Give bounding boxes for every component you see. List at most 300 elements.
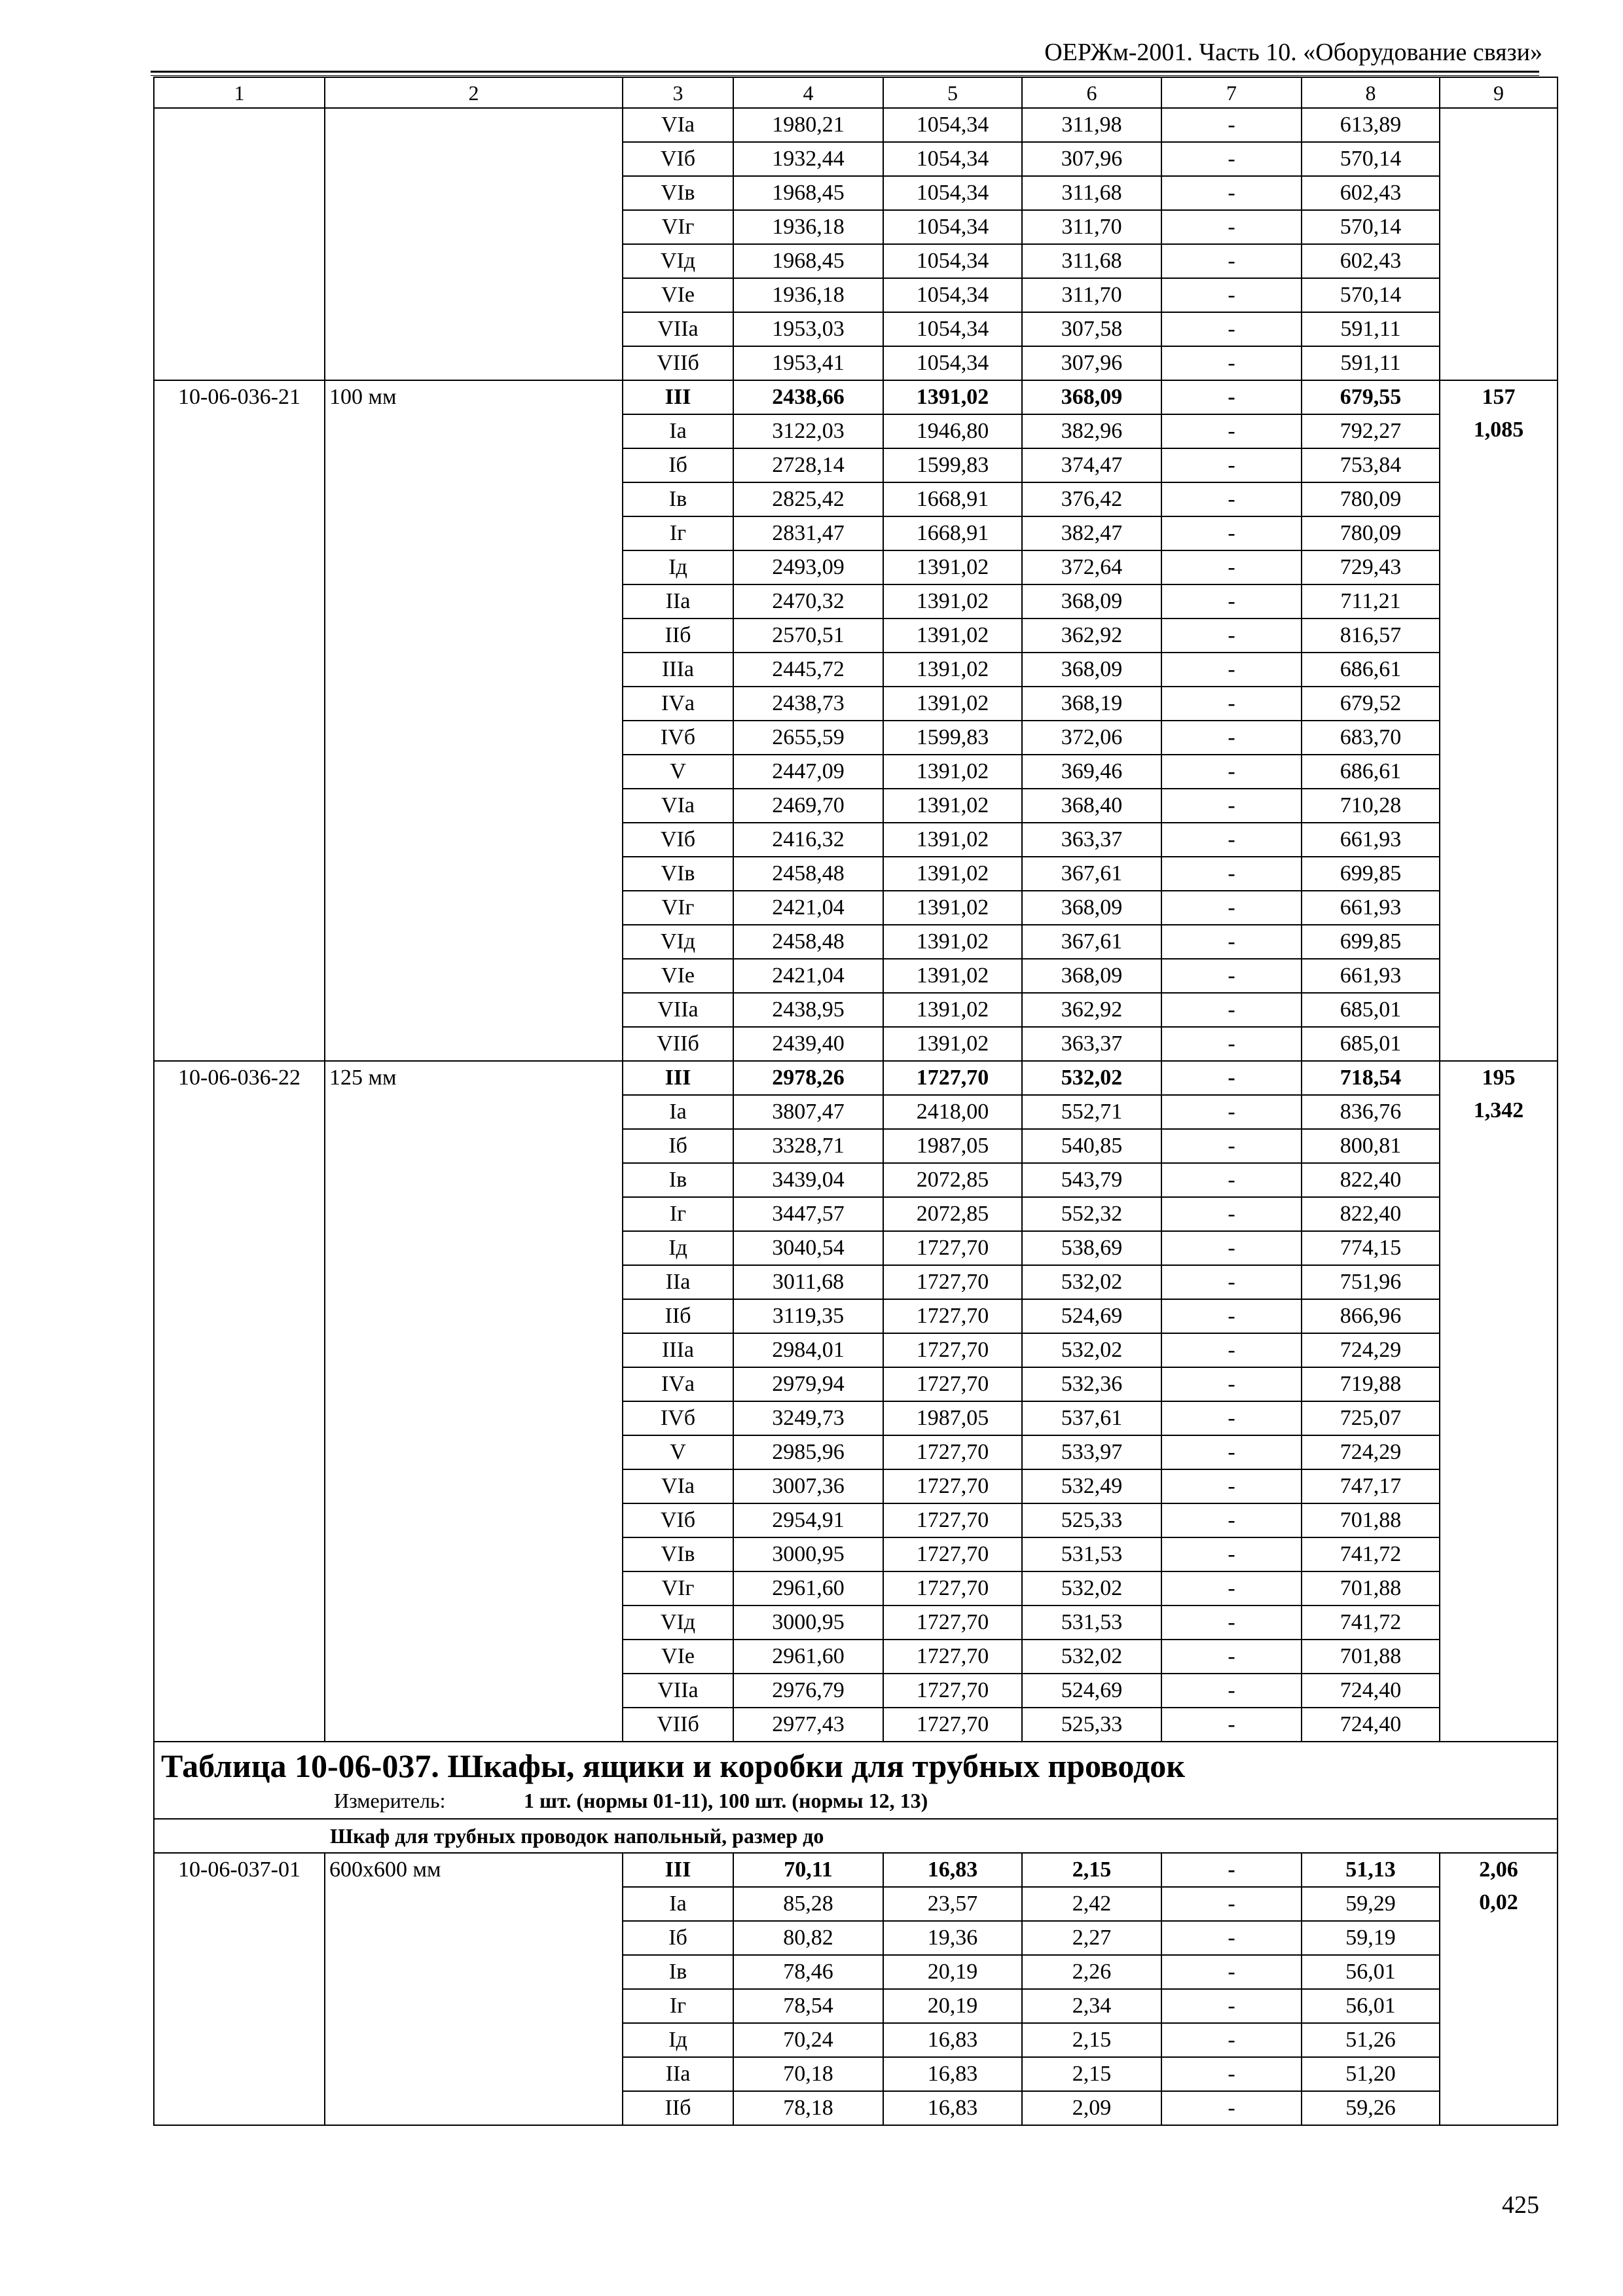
machine-cost-cell: 2,15 [1022,2057,1161,2091]
zone-cell: Iв [623,482,733,516]
materials-cell: 816,57 [1302,619,1440,653]
zone-cell: IVа [623,1367,733,1401]
wages-cell: 1054,34 [883,108,1022,142]
total-cost-cell: 1936,18 [733,210,883,244]
driver-wages-cell: - [1161,346,1302,380]
zone-cell: Iб [623,448,733,482]
driver-wages-cell: - [1161,1129,1302,1163]
zone-cell: VIе [623,959,733,993]
materials-cell: 699,85 [1302,925,1440,959]
total-cost-cell: 3447,57 [733,1197,883,1231]
machine-cost-cell: 368,09 [1022,380,1161,414]
materials-cell: 718,54 [1302,1061,1440,1095]
driver-wages-cell: - [1161,482,1302,516]
zone-cell: VIб [623,1503,733,1537]
driver-wages-cell: - [1161,1231,1302,1265]
machine-cost-cell: 363,37 [1022,823,1161,857]
norm-name-cell: 125 мм [325,1061,623,1742]
norm-name-cell: 100 мм [325,380,623,1061]
total-cost-cell: 2421,04 [733,959,883,993]
machine-cost-cell: 2,15 [1022,1853,1161,1887]
total-cost-cell: 1953,41 [733,346,883,380]
materials-cell: 56,01 [1302,1955,1440,1989]
wages-cell: 1054,34 [883,142,1022,176]
total-cost-cell: 2984,01 [733,1333,883,1367]
materials-cell: 741,72 [1302,1537,1440,1571]
total-cost-cell: 2439,40 [733,1027,883,1061]
total-cost-cell: 2978,26 [733,1061,883,1095]
zone-cell: VIIб [623,1027,733,1061]
materials-cell: 780,09 [1302,482,1440,516]
zone-cell: VIд [623,925,733,959]
materials-cell: 570,14 [1302,278,1440,312]
total-cost-cell: 2469,70 [733,789,883,823]
driver-wages-cell: - [1161,721,1302,755]
materials-cell: 570,14 [1302,142,1440,176]
wages-cell: 1054,34 [883,176,1022,210]
machine-cost-cell: 382,96 [1022,414,1161,448]
machine-cost-cell: 311,68 [1022,244,1161,278]
materials-cell: 792,27 [1302,414,1440,448]
machine-cost-cell: 2,34 [1022,1989,1161,2023]
materials-cell: 685,01 [1302,1027,1440,1061]
machine-cost-cell: 368,09 [1022,959,1161,993]
wages-cell: 1391,02 [883,1027,1022,1061]
driver-wages-cell: - [1161,891,1302,925]
column-number-row [154,77,1558,108]
zone-cell: IIб [623,1299,733,1333]
zone-cell: VIе [623,1640,733,1674]
wages-cell: 1391,02 [883,789,1022,823]
machine-cost-cell: 524,69 [1022,1299,1161,1333]
materials-cell: 822,40 [1302,1163,1440,1197]
zone-cell: III [623,380,733,414]
wages-cell: 19,36 [883,1921,1022,1955]
materials-cell: 686,61 [1302,755,1440,789]
driver-wages-cell: - [1161,1333,1302,1367]
machine-cost-cell: 307,58 [1022,312,1161,346]
zone-cell: Iг [623,1197,733,1231]
total-cost-cell: 3439,04 [733,1163,883,1197]
driver-wages-cell: - [1161,1197,1302,1231]
driver-wages-cell: - [1161,993,1302,1027]
driver-wages-cell: - [1161,857,1302,891]
zone-cell: Iа [623,1095,733,1129]
zone-cell: Iб [623,1921,733,1955]
total-cost-cell: 2470,32 [733,584,883,619]
total-cost-cell: 2825,42 [733,482,883,516]
total-cost-cell: 78,18 [733,2091,883,2125]
zone-cell: III [623,1061,733,1095]
driver-wages-cell: - [1161,108,1302,142]
wages-cell: 16,83 [883,2023,1022,2057]
total-cost-cell: 70,24 [733,2023,883,2057]
total-cost-cell: 2458,48 [733,857,883,891]
zone-cell: Iд [623,2023,733,2057]
machine-cost-cell: 307,96 [1022,142,1161,176]
meter-label: Измеритель: [334,1789,446,1812]
machine-cost-cell: 307,96 [1022,346,1161,380]
driver-wages-cell: - [1161,1469,1302,1503]
table-row [154,108,1558,142]
zone-cell: Iв [623,1163,733,1197]
zone-cell: IIа [623,1265,733,1299]
wages-cell: 1391,02 [883,925,1022,959]
zone-cell: VIв [623,857,733,891]
machine-cost-cell: 538,69 [1022,1231,1161,1265]
driver-wages-cell: - [1161,1887,1302,1921]
wages-cell: 1727,70 [883,1333,1022,1367]
materials-cell: 822,40 [1302,1197,1440,1231]
table-meter [161,1787,1550,1814]
column-number: 4 [733,77,883,108]
driver-wages-cell: - [1161,1537,1302,1571]
machine-cost-cell: 2,09 [1022,2091,1161,2125]
zone-cell: IVб [623,1401,733,1435]
driver-wages-cell: - [1161,244,1302,278]
wages-cell: 1054,34 [883,346,1022,380]
machine-cost-cell: 374,47 [1022,448,1161,482]
machine-cost-cell: 362,92 [1022,993,1161,1027]
total-cost-cell: 2438,95 [733,993,883,1027]
materials-cell: 701,88 [1302,1503,1440,1537]
total-cost-cell: 1968,45 [733,176,883,210]
zone-cell: IIб [623,619,733,653]
labor-hours-value: 2,06 [1479,1857,1518,1882]
machine-cost-cell: 311,68 [1022,176,1161,210]
machine-cost-cell: 532,02 [1022,1265,1161,1299]
machine-cost-cell: 372,06 [1022,721,1161,755]
machine-cost-cell: 367,61 [1022,857,1161,891]
materials-cell: 683,70 [1302,721,1440,755]
machine-cost-cell: 533,97 [1022,1435,1161,1469]
wages-cell: 1054,34 [883,278,1022,312]
materials-cell: 661,93 [1302,823,1440,857]
driver-wages-cell: - [1161,142,1302,176]
materials-cell: 59,19 [1302,1921,1440,1955]
materials-cell: 679,55 [1302,380,1440,414]
zone-cell: VIIб [623,1708,733,1742]
norm-code-cell: 10-06-037-01 [154,1853,325,2125]
zone-cell: Iг [623,516,733,550]
driver-wages-cell: - [1161,1435,1302,1469]
wages-cell: 1727,70 [883,1435,1022,1469]
machine-cost-cell: 552,71 [1022,1095,1161,1129]
norm-name-cell: 600х600 мм [325,1853,623,2125]
wages-cell: 1946,80 [883,414,1022,448]
materials-cell: 613,89 [1302,108,1440,142]
driver-wages-cell: - [1161,584,1302,619]
wages-cell: 1727,70 [883,1708,1022,1742]
total-cost-cell: 3011,68 [733,1265,883,1299]
zone-cell: VIа [623,108,733,142]
machine-cost-cell: 311,70 [1022,210,1161,244]
zone-cell: Iа [623,1887,733,1921]
total-cost-cell: 3807,47 [733,1095,883,1129]
total-cost-cell: 1936,18 [733,278,883,312]
page-header-title: ОЕРЖм-2001. Часть 10. «Оборудование связи» [1044,39,1542,66]
zone-cell: VIIа [623,993,733,1027]
labor-hours-value: 195 [1482,1066,1516,1090]
driver-wages-cell: - [1161,1095,1302,1129]
driver-wages-cell: - [1161,414,1302,448]
subheading-row [154,1819,1558,1853]
driver-wages-cell: - [1161,653,1302,687]
driver-wages-cell: - [1161,823,1302,857]
driver-wages-cell: - [1161,755,1302,789]
machine-cost-cell: 368,09 [1022,891,1161,925]
wages-cell: 23,57 [883,1887,1022,1921]
total-cost-cell: 3328,71 [733,1129,883,1163]
wages-cell: 1599,83 [883,721,1022,755]
total-cost-cell: 2961,60 [733,1571,883,1605]
zone-cell: V [623,1435,733,1469]
materials-cell: 602,43 [1302,244,1440,278]
machine-cost-cell: 2,27 [1022,1921,1161,1955]
subheading-cell: Шкаф для трубных проводок напольный, размер до [154,1819,1558,1853]
column-number: 5 [883,77,1022,108]
labor-hours-value: 157 [1482,385,1516,409]
machine-cost-cell: 525,33 [1022,1708,1161,1742]
total-cost-cell: 3249,73 [733,1401,883,1435]
wages-cell: 1391,02 [883,993,1022,1027]
total-cost-cell: 2977,43 [733,1708,883,1742]
machinist-hours-value: 1,085 [1473,418,1524,442]
total-cost-cell: 78,46 [733,1955,883,1989]
materials-cell: 724,29 [1302,1435,1440,1469]
materials-cell: 729,43 [1302,550,1440,584]
zone-cell: VIг [623,1571,733,1605]
materials-cell: 679,52 [1302,687,1440,721]
norm-name-cell [325,108,623,380]
wages-cell: 1391,02 [883,959,1022,993]
zone-cell: Iд [623,1231,733,1265]
materials-cell: 724,40 [1302,1674,1440,1708]
total-cost-cell: 3007,36 [733,1469,883,1503]
machine-cost-cell: 2,26 [1022,1955,1161,1989]
wages-cell: 16,83 [883,2091,1022,2125]
zone-cell: VIа [623,1469,733,1503]
materials-cell: 661,93 [1302,959,1440,993]
machine-cost-cell: 532,49 [1022,1469,1161,1503]
column-number: 1 [154,77,325,108]
materials-cell: 701,88 [1302,1640,1440,1674]
machine-cost-cell: 525,33 [1022,1503,1161,1537]
driver-wages-cell: - [1161,959,1302,993]
total-cost-cell: 78,54 [733,1989,883,2023]
materials-cell: 570,14 [1302,210,1440,244]
total-cost-cell: 2831,47 [733,516,883,550]
machine-cost-cell: 363,37 [1022,1027,1161,1061]
machine-cost-cell: 524,69 [1022,1674,1161,1708]
total-cost-cell: 2954,91 [733,1503,883,1537]
zone-cell: IIIа [623,1333,733,1367]
driver-wages-cell: - [1161,1853,1302,1887]
table-row [154,1061,1558,1095]
total-cost-cell: 2976,79 [733,1674,883,1708]
total-cost-cell: 2655,59 [733,721,883,755]
machine-cost-cell: 311,70 [1022,278,1161,312]
column-number: 9 [1440,77,1558,108]
wages-cell: 1727,70 [883,1640,1022,1674]
machinist-hours-value: 0,02 [1479,1890,1518,1914]
machine-cost-cell: 532,02 [1022,1571,1161,1605]
driver-wages-cell: - [1161,1921,1302,1955]
driver-wages-cell: - [1161,1503,1302,1537]
materials-cell: 59,26 [1302,2091,1440,2125]
driver-wages-cell: - [1161,1674,1302,1708]
column-number: 8 [1302,77,1440,108]
total-cost-cell: 1953,03 [733,312,883,346]
wages-cell: 1391,02 [883,584,1022,619]
total-cost-cell: 3122,03 [733,414,883,448]
materials-cell: 51,20 [1302,2057,1440,2091]
driver-wages-cell: - [1161,1571,1302,1605]
materials-cell: 710,28 [1302,789,1440,823]
materials-cell: 751,96 [1302,1265,1440,1299]
rates-table [153,77,1558,2126]
wages-cell: 1054,34 [883,312,1022,346]
materials-cell: 686,61 [1302,653,1440,687]
zone-cell: VIд [623,244,733,278]
materials-cell: 699,85 [1302,857,1440,891]
driver-wages-cell: - [1161,448,1302,482]
machine-cost-cell: 531,53 [1022,1605,1161,1640]
wages-cell: 1599,83 [883,448,1022,482]
total-cost-cell: 2961,60 [733,1640,883,1674]
driver-wages-cell: - [1161,380,1302,414]
total-cost-cell: 3119,35 [733,1299,883,1333]
column-number: 2 [325,77,623,108]
total-cost-cell: 2985,96 [733,1435,883,1469]
driver-wages-cell: - [1161,1989,1302,2023]
total-cost-cell: 2447,09 [733,755,883,789]
driver-wages-cell: - [1161,1708,1302,1742]
machine-cost-cell: 552,32 [1022,1197,1161,1231]
driver-wages-cell: - [1161,550,1302,584]
machine-cost-cell: 368,09 [1022,653,1161,687]
driver-wages-cell: - [1161,312,1302,346]
wages-cell: 2072,85 [883,1163,1022,1197]
total-cost-cell: 1968,45 [733,244,883,278]
labor-cell [1440,380,1558,1061]
driver-wages-cell: - [1161,2091,1302,2125]
driver-wages-cell: - [1161,516,1302,550]
page-number: 425 [1502,2191,1539,2219]
norm-code-cell [154,108,325,380]
wages-cell: 16,83 [883,2057,1022,2091]
driver-wages-cell: - [1161,2023,1302,2057]
driver-wages-cell: - [1161,687,1302,721]
zone-cell: VIа [623,789,733,823]
total-cost-cell: 2421,04 [733,891,883,925]
wages-cell: 20,19 [883,1955,1022,1989]
machine-cost-cell: 2,42 [1022,1887,1161,1921]
norm-code-cell: 10-06-036-22 [154,1061,325,1742]
materials-cell: 866,96 [1302,1299,1440,1333]
machine-cost-cell: 531,53 [1022,1537,1161,1571]
machine-cost-cell: 382,47 [1022,516,1161,550]
driver-wages-cell: - [1161,1061,1302,1095]
zone-cell: VIIа [623,312,733,346]
materials-cell: 51,13 [1302,1853,1440,1887]
zone-cell: VIб [623,142,733,176]
wages-cell: 1727,70 [883,1503,1022,1537]
machine-cost-cell: 532,36 [1022,1367,1161,1401]
meter-value: 1 шт. (нормы 01-11), 100 шт. (нормы 12, 13) [524,1789,928,1812]
driver-wages-cell: - [1161,1955,1302,1989]
labor-cell [1440,108,1558,380]
total-cost-cell: 70,11 [733,1853,883,1887]
wages-cell: 1727,70 [883,1605,1022,1640]
wages-cell: 1668,91 [883,482,1022,516]
wages-cell: 1727,70 [883,1537,1022,1571]
machine-cost-cell: 367,61 [1022,925,1161,959]
zone-cell: Iа [623,414,733,448]
wages-cell: 1391,02 [883,550,1022,584]
zone-cell: VIе [623,278,733,312]
wages-cell: 1987,05 [883,1401,1022,1435]
machine-cost-cell: 2,15 [1022,2023,1161,2057]
materials-cell: 724,29 [1302,1333,1440,1367]
wages-cell: 2072,85 [883,1197,1022,1231]
total-cost-cell: 80,82 [733,1921,883,1955]
header-rule [151,71,1539,76]
wages-cell: 1668,91 [883,516,1022,550]
wages-cell: 1727,70 [883,1674,1022,1708]
labor-cell [1440,1853,1558,2125]
materials-cell: 747,17 [1302,1469,1440,1503]
materials-cell: 602,43 [1302,176,1440,210]
wages-cell: 1727,70 [883,1367,1022,1401]
zone-cell: VIIб [623,346,733,380]
materials-cell: 711,21 [1302,584,1440,619]
zone-cell: VIв [623,1537,733,1571]
wages-cell: 1391,02 [883,755,1022,789]
machinist-hours-value: 1,342 [1473,1098,1524,1122]
driver-wages-cell: - [1161,1367,1302,1401]
total-cost-cell: 1980,21 [733,108,883,142]
materials-cell: 719,88 [1302,1367,1440,1401]
driver-wages-cell: - [1161,210,1302,244]
zone-cell: VIг [623,210,733,244]
table-title-cell [154,1742,1558,1819]
wages-cell: 1391,02 [883,857,1022,891]
total-cost-cell: 2979,94 [733,1367,883,1401]
total-cost-cell: 1932,44 [733,142,883,176]
total-cost-cell: 2728,14 [733,448,883,482]
wages-cell: 1727,70 [883,1061,1022,1095]
total-cost-cell: 2493,09 [733,550,883,584]
total-cost-cell: 85,28 [733,1887,883,1921]
wages-cell: 1727,70 [883,1469,1022,1503]
column-number: 3 [623,77,733,108]
machine-cost-cell: 368,40 [1022,789,1161,823]
machine-cost-cell: 532,02 [1022,1333,1161,1367]
wages-cell: 20,19 [883,1989,1022,2023]
zone-cell: IIб [623,2091,733,2125]
machine-cost-cell: 311,98 [1022,108,1161,142]
driver-wages-cell: - [1161,789,1302,823]
wages-cell: 1054,34 [883,210,1022,244]
wages-cell: 1391,02 [883,891,1022,925]
zone-cell: VIб [623,823,733,857]
machine-cost-cell: 376,42 [1022,482,1161,516]
wages-cell: 1391,02 [883,380,1022,414]
driver-wages-cell: - [1161,1605,1302,1640]
wages-cell: 1727,70 [883,1231,1022,1265]
zone-cell: VIд [623,1605,733,1640]
